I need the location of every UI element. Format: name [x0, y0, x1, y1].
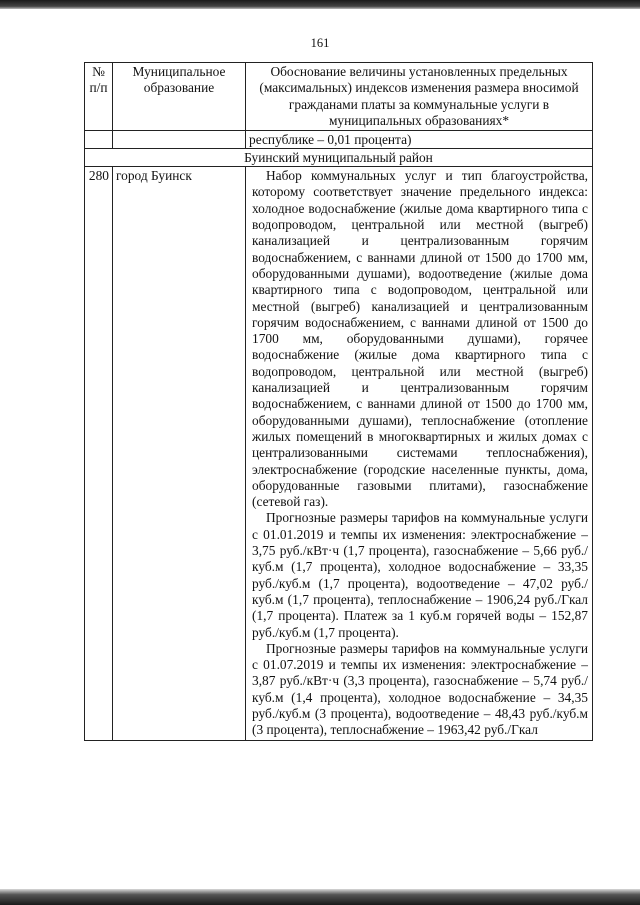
continuation-text: республике – 0,01 процента): [246, 131, 593, 149]
page-number: 161: [310, 36, 330, 50]
justification-paragraph: Прогнозные размеры тарифов на коммунальные услуги с 01.01.2019 и темпы их изменения: электроснабжение – 3,75 руб./кВт·ч (1,7 процента), газоснабжение – 5,66 руб./куб.м (1,7 процента), холодное водоснабжение – 33,35 руб./куб.м (1,7 процента), водоотведение – 47,02 руб./куб.м (1,7 процента), теплоснабжение – 1906,24 руб./Гкал (1,7 процента). Платеж за 1 куб.м горячей воды – 152,87 руб./куб.м (1,7 процента).: [252, 510, 588, 640]
row-number: 280: [85, 167, 113, 740]
header-municipality: Муниципальное образование: [113, 63, 246, 131]
table-header-row: [85, 63, 593, 131]
continuation-empty-2: [113, 131, 246, 149]
district-name: Буинский муниципальный район: [85, 149, 593, 167]
continuation-row: [85, 131, 593, 149]
header-number: № п/п: [85, 63, 113, 131]
row-justification: [246, 167, 593, 740]
justification-paragraph: Набор коммунальных услуг и тип благоустройства, которому соответствует значение предельного индекса: холодное водоснабжение (жилые дома квартирного типа с водопроводом, центральной или местной (выгреб) канализацией и централизованным горячим водоснабжением, с ваннами длиной от 1500 до 1700 мм, оборудованными душами), водоотведение (жилые дома квартирного типа с водопроводом, центральной или местной (выгреб) канализацией и централизованным горячим водоснабжением, с ваннами длиной от 1500 до 1700 мм, оборудованными душами), горячее водоснабжение (жилые дома квартирного типа с водопроводом, центральной или местной (выгреб) канализацией и централизованным горячим водоснабжением, с ваннами длиной от 1500 до 1700 мм, оборудованными душами), теплоснабжение (отопление жилых помещений в многоквартирных и жилых домах с централизованными системами теплоснабжения), электроснабжение (городские населенные пункты, дома, оборудованные газовыми плитами), газоснабжение (сетевой газ).: [252, 168, 588, 510]
district-row: [85, 149, 593, 167]
table-row: [85, 167, 593, 740]
header-justification: Обоснование величины установленных предельных (максимальных) индексов изменения размера вносимой гражданами платы за коммунальные услуги в муниципальных образованиях*: [246, 63, 593, 131]
scan-edge-top: [0, 0, 640, 9]
continuation-empty-1: [85, 131, 113, 149]
row-municipality: город Буинск: [113, 167, 246, 740]
justification-paragraph: Прогнозные размеры тарифов на коммунальные услуги с 01.07.2019 и темпы их изменения: электроснабжение – 3,87 руб./кВт·ч (3,3 процента), газоснабжение – 5,74 руб./куб.м (1,4 процента), холодное водоснабжение – 34,35 руб./куб.м (3 процента), водоотведение – 48,43 руб./куб.м (3 процента), теплоснабжение – 1963,42 руб./Гкал: [252, 640, 588, 738]
scan-edge-bottom: [0, 889, 640, 905]
tariff-table: [84, 62, 593, 741]
